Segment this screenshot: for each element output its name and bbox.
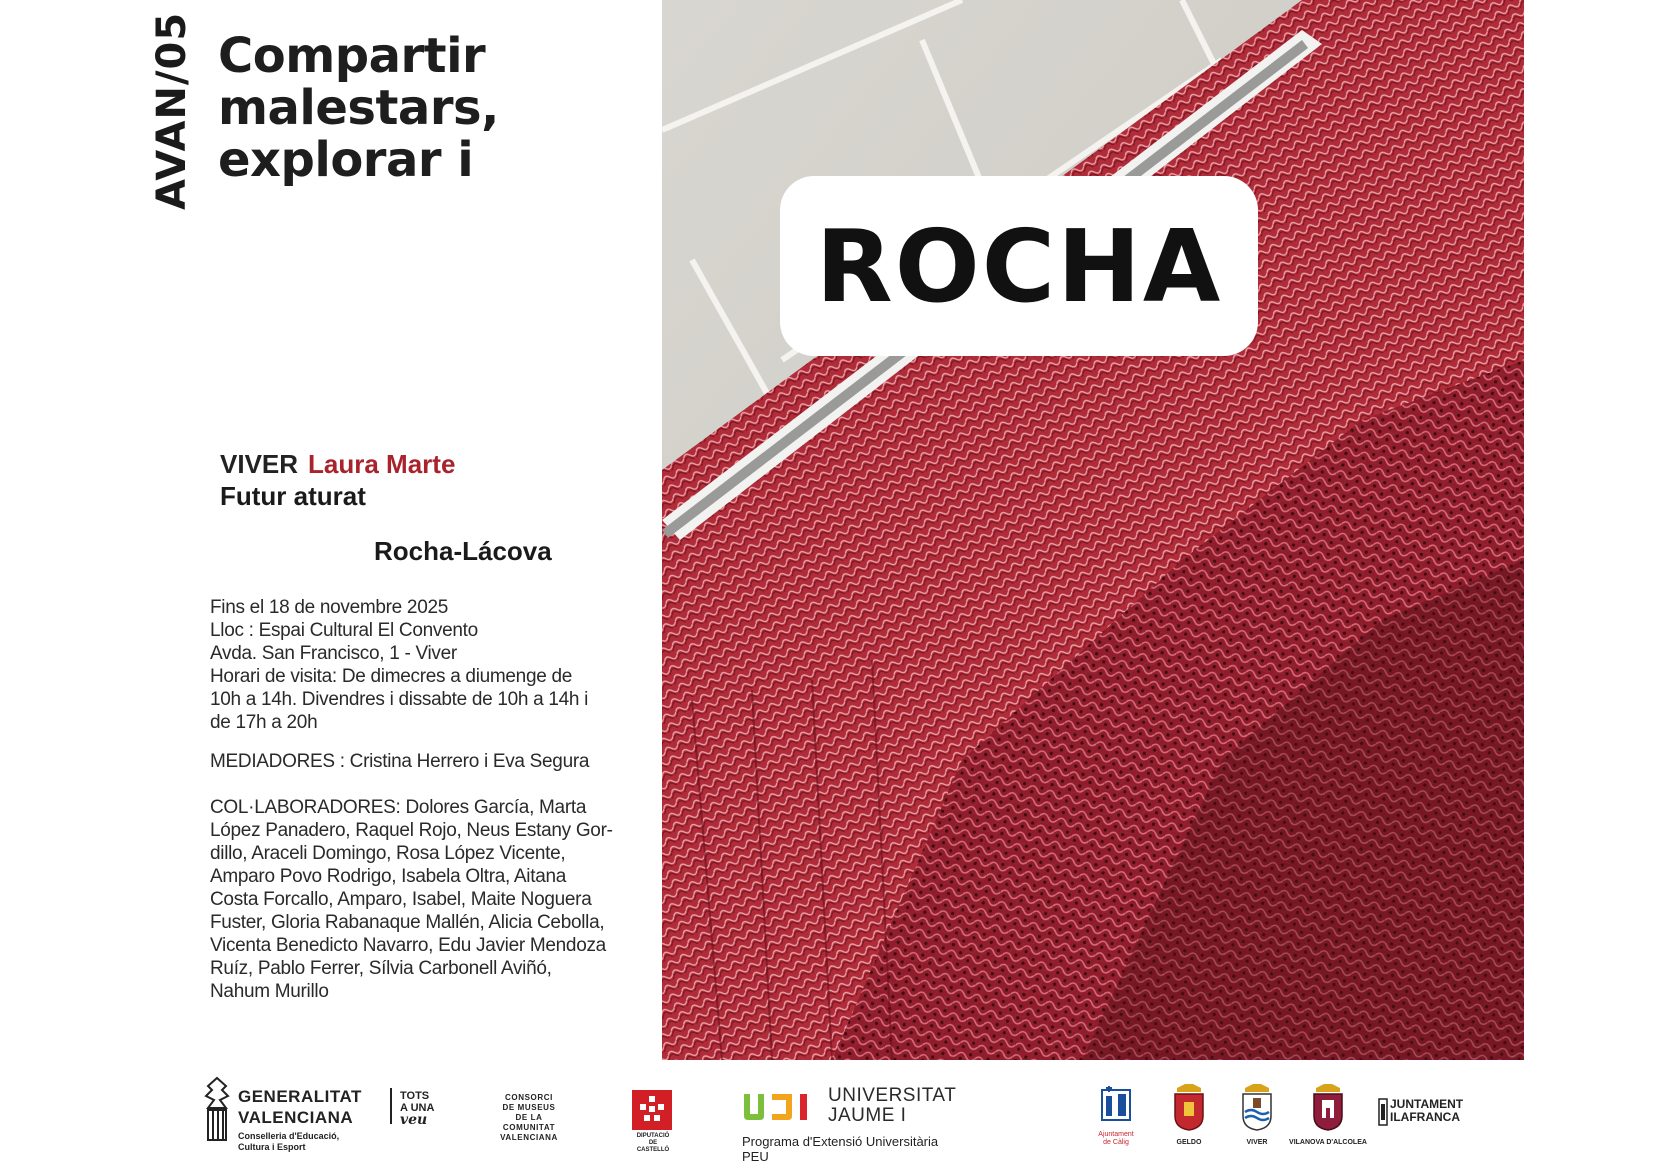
calig-caption: [1088, 1131, 1144, 1147]
consorci-line: COMUNITAT: [502, 1123, 556, 1132]
calig-crest-icon: [1096, 1082, 1136, 1124]
uji-name: [828, 1086, 956, 1126]
vilanova-crest-icon: [1310, 1082, 1346, 1132]
gva-name-line: GENERALITAT: [238, 1087, 362, 1106]
diputacio-caption: [632, 1133, 674, 1154]
collab-line: Costa Forcallo, Amparo, Isabel, Maite Noguera: [210, 889, 592, 910]
gva-motto: [400, 1090, 434, 1127]
uji-program-line: Programa d'Extensió Universitària: [742, 1134, 939, 1149]
exhibition-series-title: [218, 30, 638, 186]
generalitat-valenciana-logo: [204, 1076, 444, 1152]
venue-town: VIVER: [220, 449, 299, 479]
collab-line: Amparo Povo Rodrigo, Isabela Oltra, Aitana: [210, 866, 566, 887]
motto-line: TOTS: [400, 1090, 430, 1102]
collaborators: [210, 796, 630, 1003]
vilafranca-emblem-icon: [1378, 1098, 1388, 1126]
consorci-line: VALENCIANA: [500, 1133, 558, 1142]
uji-name-line: UNIVERSITAT: [828, 1085, 957, 1106]
info-line: Fins el 18 de novembre 2025: [210, 597, 449, 618]
uji-mark-icon: [742, 1092, 816, 1122]
info-line: 10h a 14h. Divendres i dissabte de 10h a 14h i: [210, 689, 589, 710]
mediators: MEDIADORES : Cristina Herrero i Eva Segura: [210, 751, 590, 772]
artwork-photo: [662, 0, 1524, 1060]
collab-line: Vicenta Benedicto Navarro, Edu Javier Mendoza: [210, 935, 606, 956]
viver-town-logo: [1232, 1082, 1282, 1147]
calig-town-logo: [1088, 1082, 1144, 1147]
vilafranca-name: [1378, 1098, 1468, 1124]
gva-department: [238, 1131, 339, 1153]
collab-line: Nahum Murillo: [210, 981, 329, 1002]
info-line: Avda. San Francisco, 1 - Viver: [210, 643, 457, 664]
diputacio-emblem-icon: [632, 1090, 672, 1130]
vilafranca-line: ILAFRANCA: [1390, 1110, 1460, 1124]
collab-line: dillo, Araceli Domingo, Rosa López Vicente,: [210, 843, 566, 864]
viver-crest-icon: [1239, 1082, 1275, 1132]
diputacio-line: DE: [648, 1140, 658, 1146]
title-line: malestars,: [218, 80, 499, 136]
consorci-museus-logo: [494, 1093, 564, 1143]
visit-info: [210, 596, 630, 734]
vilanova-alcolea-town-logo: [1276, 1082, 1380, 1147]
gva-name: [238, 1086, 362, 1128]
collab-line: López Panadero, Raquel Rojo, Neus Estany Gor-: [210, 820, 613, 841]
poster-title-badge: [780, 176, 1258, 356]
vilafranca-town-logo: [1378, 1098, 1468, 1124]
motto-line: veu: [400, 1112, 428, 1128]
work-subtitle: Rocha-Lácova: [374, 536, 552, 566]
geldo-caption: GELDO: [1176, 1139, 1202, 1146]
poster-title: ROCHA: [815, 207, 1223, 325]
info-line: de 17h a 20h: [210, 712, 318, 733]
geldo-crest-icon: [1171, 1082, 1207, 1132]
vilanova-caption: VILANOVA D'ALCOLEA: [1289, 1139, 1367, 1146]
uji-program: [742, 1134, 938, 1164]
diputacio-line: DIPUTACIÓ: [636, 1133, 670, 1139]
gva-sub-line: Conselleria d'Educació,: [238, 1131, 340, 1141]
geldo-town-logo: [1164, 1082, 1214, 1147]
viver-caption: VIVER: [1246, 1139, 1268, 1146]
title-line: explorar i: [218, 132, 474, 188]
gva-name-line: VALENCIANA: [238, 1108, 354, 1127]
title-line: Compartir: [218, 28, 486, 84]
gva-divider: [390, 1088, 392, 1124]
info-line: Horari de visita: De dimecres a diumenge de: [210, 666, 572, 687]
collab-line: Fuster, Gloria Rabanaque Mallén, Alicia Cebolla,: [210, 912, 605, 933]
motto-line: A UNA: [400, 1102, 435, 1114]
venue-artist-line: [220, 448, 455, 480]
uji-program-line: PEU: [742, 1149, 769, 1164]
consorci-line: CONSORCI: [505, 1093, 553, 1102]
consorci-line: DE LA: [515, 1113, 543, 1122]
artist-name: Laura Marte: [308, 449, 456, 479]
consorci-line: DE MUSEUS: [502, 1103, 556, 1112]
vilafranca-line: JUNTAMENT: [1390, 1097, 1464, 1111]
collab-line: COL·LABORADORES: Dolores García, Marta: [210, 797, 587, 818]
series-code: [149, 11, 195, 210]
gva-shield-icon: [204, 1076, 230, 1146]
diputacio-line: CASTELLÓ: [636, 1147, 670, 1153]
series-label: AVAN/05: [149, 11, 195, 210]
diputacio-castello-logo: [632, 1090, 674, 1154]
uji-name-line: JAUME I: [828, 1105, 907, 1126]
calig-caption-line: de Càlig: [1103, 1139, 1129, 1146]
collab-line: Ruíz, Pablo Ferrer, Sílvia Carbonell Aviñó,: [210, 958, 552, 979]
gva-sub-line: Cultura i Esport: [238, 1142, 306, 1152]
calig-caption-line: Ajuntament: [1098, 1131, 1134, 1138]
knitted-artwork-image: [662, 0, 1524, 1060]
info-line: Lloc : Espai Cultural El Convento: [210, 620, 478, 641]
work-title: Futur aturat: [220, 481, 366, 511]
